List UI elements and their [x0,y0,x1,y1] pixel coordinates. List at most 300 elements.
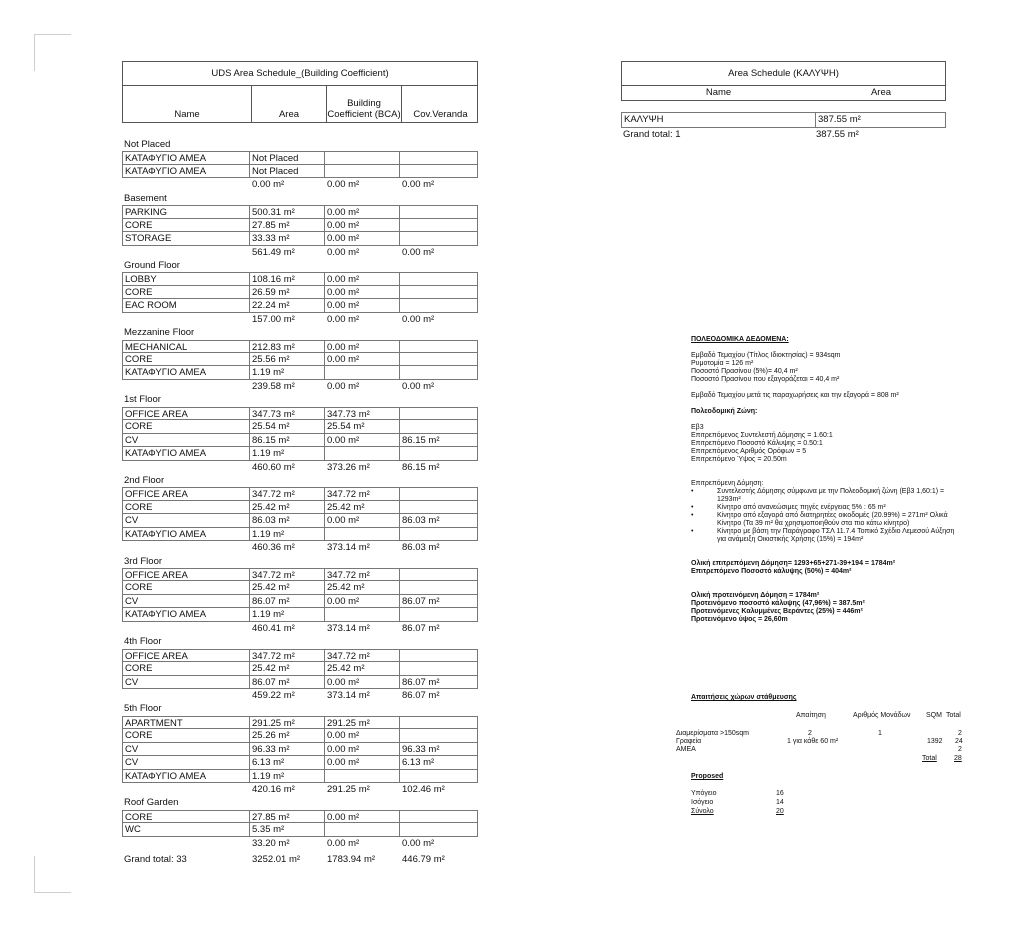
group-total-row [122,689,478,702]
cell-bca: 0.00 m² [325,514,400,527]
group-heading: Basement [124,192,167,204]
cell-area: 25.56 m² [250,353,325,366]
group-total-row [122,622,478,635]
cell-cov-veranda: 86.15 m² [400,434,478,447]
cell-area: 157.00 m² [252,313,295,325]
cell-bca: 1783.94 m² [327,854,376,866]
allowed-total-line: Επιτρεπόμενο Ποσοστό κάλυψης (50%) = 404m² [691,568,852,575]
bullet-item: • Κίνητρο από ανανεώσιμες πηγές ενέργειας 5% : 65 m² [691,504,886,511]
cell-name: OFFICE AREA [122,568,250,581]
cell-cov-veranda [400,447,478,460]
table-row [122,581,478,594]
cell-area: 212.83 m² [250,340,325,353]
cell-bca: 291.25 m² [327,784,370,795]
cell-name: CV [122,756,250,769]
table-row [122,232,478,245]
cell-area: 561.49 m² [252,246,295,258]
cell-name: CV [122,514,250,527]
cell-name: ΚΑΤΑΦΥΓΙΟ ΑΜΕΑ [122,447,250,460]
cell-name: OFFICE AREA [122,649,250,662]
cell-area: 33.20 m² [252,837,290,849]
bullet-item: • Κίνητρο με βάση την Παράγραφο ΤΣΛ 11.7.4 Τοπικό Σχέδιο Λεμεσού Αύξηση για ανάμειξη Οικιστικής Χρήσης (15%) = 194m² [691,528,955,543]
cell-area: Not Placed [250,165,325,178]
cell-name: ΚΑΤΑΦΥΓΙΟ ΑΜΕΑ [122,151,250,164]
cell-cov-veranda [400,662,478,675]
parking-row-total: 2 [958,730,962,737]
cell-name [122,541,250,554]
cell-name: ΚΑΤΑΦΥΓΙΟ ΑΜΕΑ [122,366,250,379]
cell-area: 25.54 m² [250,420,325,433]
cell-bca: 373.26 m² [327,461,370,473]
proposed-total-line: Προτεινόμενο ύψος = 26,60m [691,616,788,623]
cell-area: 500.31 m² [250,205,325,218]
cell-cov-veranda [400,716,478,729]
cell-area: 347.72 m² [250,568,325,581]
cell-bca [325,823,400,836]
zone-line: Εβ3 [691,424,704,431]
table-row [122,299,478,312]
cell-area: Not Placed [250,151,325,164]
group-heading: Mezzanine Floor [124,327,195,339]
cell-bca: 25.42 m² [325,662,400,675]
table-row [122,756,478,769]
cell-name: CV [122,434,250,447]
cell-bca: 373.14 m² [327,622,370,634]
cell-name: CV [122,676,250,689]
cell-name [122,178,250,191]
planning-notes [691,336,991,624]
cell-cov-veranda: 86.03 m² [402,542,440,554]
bullet-icon: • [691,488,694,495]
group-total-row [122,783,478,796]
parking-header-units: Αριθμός Μονάδων [853,712,911,719]
table-row [122,407,478,420]
cell-bca: 0.00 m² [325,729,400,742]
cell-cov-veranda: 86.07 m² [400,676,478,689]
cell-name: ΚΑΤΑΦΥΓΙΟ ΑΜΕΑ [122,528,250,541]
cell-name: PARKING [122,205,250,218]
cell-cov-veranda [400,353,478,366]
table-row [122,434,478,447]
cell-area: 291.25 m² [250,716,325,729]
cell-bca [325,366,400,379]
cell-name: CORE [122,286,250,299]
proposed-row-label: Σύνολο [691,808,714,815]
plot-line: Ποσοστό Πρασίνου (5%)= 40,4 m² [691,368,798,375]
parking-row-requirement: 1 για κάθε 60 m² [787,738,839,745]
cell-area: 347.73 m² [250,407,325,420]
grand-total-area: 387.55 m² [816,128,859,140]
cell-area: 27.85 m² [250,219,325,232]
cell-area: 5.35 m² [250,823,325,836]
cell-area: 347.72 m² [250,649,325,662]
cell-cov-veranda: 6.13 m² [400,756,478,769]
cell-bca: 0.00 m² [325,205,400,218]
cell-area: 86.15 m² [250,434,325,447]
cell-cov-veranda [400,272,478,285]
cell-name: CORE [122,729,250,742]
group-total-row [122,313,478,326]
cell-bca: 373.14 m² [327,542,370,554]
table-row [122,420,478,433]
cell-name [122,783,250,796]
cell-cov-veranda [400,649,478,662]
table-row [122,676,478,689]
cell-bca: 0.00 m² [327,246,360,258]
cell-bca [325,528,400,541]
crop-mark-bottom-left [34,856,71,893]
cell-name [122,622,250,635]
group-total-row [122,461,478,474]
cell-cov-veranda [400,165,478,178]
table-row [122,340,478,353]
cell-cov-veranda: 0.00 m² [402,179,435,191]
group-total-row [122,837,478,850]
cell-cov-veranda [400,299,478,312]
group-total-row [122,380,478,393]
grand-total-row [122,853,478,866]
cell-name: CORE [122,420,250,433]
proposed-heading: Proposed [691,773,724,780]
cell-area: 0.00 m² [252,179,285,191]
cell-name: WC [122,823,250,836]
cell-area: 347.72 m² [250,487,325,500]
cell-area: 25.42 m² [250,581,325,594]
cell-name: CORE [122,662,250,675]
cell-area: 1.19 m² [250,528,325,541]
parking-row-sqm: 1392 [927,738,943,745]
cell-bca: 0.00 m² [327,313,360,325]
column-header-area: Area [870,87,892,98]
cell-name [122,461,250,474]
parking-row-requirement: 2 [808,730,812,737]
cell-area: 420.16 m² [252,784,295,795]
uds-schedule-body [122,138,478,867]
group-heading: 3rd Floor [124,555,163,567]
table-row [122,286,478,299]
allowed-total-line: Ολική επιτρεπόμενη Δόμηση= 1293+65+271-39+194 = 1784m² [691,560,896,567]
cell-cov-veranda [400,219,478,232]
table-row [122,743,478,756]
cell-cov-veranda [400,407,478,420]
group-heading: Roof Garden [124,797,179,809]
cell-name: MECHANICAL [122,340,250,353]
parking-total-label: Total [922,755,937,762]
cell-area: 96.33 m² [250,743,325,756]
table-row [122,716,478,729]
cell-bca: 0.00 m² [327,179,360,191]
proposed-row-value: 20 [776,808,784,815]
table-row [122,353,478,366]
cell-area: 1.19 m² [250,770,325,783]
cell-name [122,689,250,702]
cell-area: 22.24 m² [250,299,325,312]
cell-name [122,313,250,326]
column-header-bca: Building Coefficient (BCA) [326,86,401,122]
cell-bca: 0.00 m² [327,837,360,849]
cell-cov-veranda [400,501,478,514]
table-row [122,487,478,500]
zone-line: Επιτρεπόμενο Ύψος = 20.50m [691,456,787,463]
cell-bca: 0.00 m² [325,272,400,285]
group-heading: Ground Floor [124,259,180,271]
plot-line: Εμβαδό Τεμαχίου (Τίτλος Ιδιοκτησίας) = 934sqm [691,352,841,359]
cell-name: CORE [122,810,250,823]
table-row [122,366,478,379]
column-header-name: Name [705,87,732,98]
table-row [122,528,478,541]
cell-name: EAC ROOM [122,299,250,312]
cell-area: 86.07 m² [250,676,325,689]
cell-bca: 373.14 m² [327,689,370,701]
cell-area: 108.16 m² [250,272,325,285]
cell-name: CV [122,743,250,756]
cell-bca [325,447,400,460]
uds-area-schedule [122,61,478,867]
cell-name: Grand total: 33 [124,854,187,866]
group-heading: Not Placed [124,139,171,150]
cell-area: 3252.01 m² [252,854,301,866]
cell-area: 33.33 m² [250,232,325,245]
cell-bca: 347.72 m² [325,649,400,662]
cell-bca: 347.72 m² [325,568,400,581]
group-heading: 5th Floor [124,703,162,715]
cell-area: 460.60 m² [252,461,295,473]
table-row [122,770,478,783]
group-total-row [122,178,478,191]
cell-area: 239.58 m² [252,380,295,392]
cell-name: OFFICE AREA [122,407,250,420]
plot-after-cessions: Εμβαδό Τεμαχίου μετά τις παραχωρήσεις και την εξαγορά = 808 m² [691,392,899,399]
zone-line: Επιτρεπόμενος Συντελεστή Δόμησης = 1.60:1 [691,432,833,439]
cell-name: ΚΑΛΥΨΗ [624,114,664,125]
proposed-total-line: Ολική προτεινόμενη Δόμηση = 1784m² [691,592,820,599]
cell-name: ΚΑΤΑΦΥΓΙΟ ΑΜΕΑ [122,608,250,621]
bullet-icon: • [691,504,694,511]
cell-cov-veranda [400,487,478,500]
proposed-row-value: 16 [776,790,784,797]
cell-cov-veranda: 86.03 m² [400,514,478,527]
plot-line: Ποσοστό Πρασίνου που εξαγοράζεται = 40,4 m² [691,376,840,383]
parking-row-label: ΑΜΕΑ [676,746,696,753]
cell-cov-veranda: 96.33 m² [400,743,478,756]
cell-area: 459.22 m² [252,689,295,701]
cell-cov-veranda [400,205,478,218]
bullet-icon: • [691,528,694,535]
cell-name: CORE [122,581,250,594]
proposed-row-value: 14 [776,799,784,806]
cell-area: 25.42 m² [250,662,325,675]
cell-cov-veranda [400,729,478,742]
cell-cov-veranda [400,151,478,164]
cell-cov-veranda: 0.00 m² [402,313,435,325]
table-row [122,205,478,218]
grand-total-row [621,128,946,142]
proposed-row-label: Ισόγειο [691,799,714,806]
planning-data-heading: ΠΟΛΕΟΔΟΜΙΚΑ ΔΕΔΟΜΕΝΑ: [691,336,789,343]
cell-bca: 0.00 m² [327,380,360,392]
cell-cov-veranda [400,528,478,541]
table-row [122,810,478,823]
table-row [122,151,478,164]
grand-total-label: Grand total: 1 [623,128,681,140]
table-row [122,501,478,514]
cell-cov-veranda [400,420,478,433]
cell-cov-veranda: 0.00 m² [402,246,435,258]
cell-area: 27.85 m² [250,810,325,823]
cell-cov-veranda: 86.07 m² [402,689,440,701]
table-row [122,608,478,621]
cell-cov-veranda [400,568,478,581]
cell-area: 460.36 m² [252,542,295,554]
cell-bca: 0.00 m² [325,676,400,689]
zone-line: Επιτρεπόμενο Ποσοστό Κάλυψης = 0.50:1 [691,440,823,447]
cell-bca: 291.25 m² [325,716,400,729]
column-header-name: Name [174,109,200,120]
cell-cov-veranda [400,608,478,621]
column-header-cov-veranda: Cov.Veranda [401,86,479,122]
column-header-area: Area [251,86,326,122]
crop-mark-top-left [34,34,71,71]
cell-bca: 0.00 m² [325,756,400,769]
cell-area: 1.19 m² [250,366,325,379]
parking-row-total: 24 [955,738,963,745]
cell-cov-veranda [400,340,478,353]
cell-cov-veranda [400,366,478,379]
bullet-icon: • [691,512,694,519]
table-row [122,729,478,742]
cell-name: STORAGE [122,232,250,245]
cell-name: CORE [122,219,250,232]
table-row [122,568,478,581]
cell-area: 25.26 m² [250,729,325,742]
cell-area: 1.19 m² [250,447,325,460]
cell-cov-veranda [400,810,478,823]
cell-name: CORE [122,501,250,514]
cell-bca [325,151,400,164]
table-row [122,514,478,527]
zone-line: Επιτρεπόμενος Αριθμός Ορόφων = 5 [691,448,807,455]
cell-area: 86.07 m² [250,595,325,608]
cell-bca: 0.00 m² [325,340,400,353]
parking-header-requirement: Απαίτηση [796,712,826,719]
uds-schedule-header [122,86,478,123]
cell-name: CORE [122,353,250,366]
group-heading: 4th Floor [124,636,162,648]
cell-cov-veranda: 0.00 m² [402,837,435,849]
cell-name [122,837,250,850]
proposed-row-label: Υπόγειο [691,790,717,797]
coverage-area-schedule [621,61,946,141]
parking-row-units: 1 [878,730,882,737]
cell-cov-veranda: 86.15 m² [402,461,440,473]
cell-bca: 0.00 m² [325,286,400,299]
cell-area: 460.41 m² [252,622,295,634]
cell-area: 26.59 m² [250,286,325,299]
cell-area: 25.42 m² [250,501,325,514]
parking-row-total: 2 [958,746,962,753]
cell-bca [325,165,400,178]
cell-bca: 0.00 m² [325,810,400,823]
coverage-schedule-header [621,86,946,101]
table-row [122,662,478,675]
cell-cov-veranda [400,286,478,299]
table-row [122,823,478,836]
cell-name: ΚΑΤΑΦΥΓΙΟ ΑΜΕΑ [122,770,250,783]
cell-bca: 0.00 m² [325,219,400,232]
table-row [122,595,478,608]
cell-cov-veranda: 86.07 m² [400,595,478,608]
parking-heading: Απαιτήσεις χώρων στάθμευσης [691,694,797,701]
cell-cov-veranda: 446.79 m² [402,854,445,866]
cell-area: 387.55 m² [815,113,947,127]
group-heading: 2nd Floor [124,474,165,486]
proposed-total-line: Προτεινόμενο ποσοστό κάλυψης (47,96%) = 387.5m² [691,600,865,607]
cell-bca: 0.00 m² [325,232,400,245]
cell-bca: 347.72 m² [325,487,400,500]
zone-heading: Πολεοδομική Ζώνη: [691,408,758,415]
cell-name: CV [122,595,250,608]
uds-schedule-title: UDS Area Schedule_(Building Coefficient) [122,61,478,86]
parking-header-sqm: SQM [926,712,942,719]
cell-bca: 25.54 m² [325,420,400,433]
cell-cov-veranda: 86.07 m² [402,622,440,634]
cell-bca: 347.73 m² [325,407,400,420]
cell-name [122,246,250,259]
group-total-row [122,541,478,554]
cell-name: LOBBY [122,272,250,285]
cell-bca: 0.00 m² [325,743,400,756]
group-total-row [122,246,478,259]
table-row [122,219,478,232]
table-row [122,165,478,178]
table-row [621,112,946,128]
cell-name [122,380,250,393]
cell-name: APARTMENT [122,716,250,729]
bullet-item: • Κίνητρο από εξαγορά από διατηρητέες οικοδομές (20.99%) = 271m² Ολικά Κίνητρο (Τα 39 m² θα χρησιμοποιηθούν στα πιο κάτω κίνητρο) [691,512,948,527]
parking-row-label: Διαμερίσματα >150sqm [676,730,750,737]
cell-bca: 25.42 m² [325,581,400,594]
allowed-building-heading: Επιτρεπόμενη Δόμηση: [691,480,764,487]
coverage-schedule-title: Area Schedule (ΚΑΛΥΨΗ) [621,61,946,86]
cell-bca: 0.00 m² [325,434,400,447]
parking-header-total: Total [946,712,961,719]
cell-bca: 0.00 m² [325,299,400,312]
cell-area: 1.19 m² [250,608,325,621]
parking-total-value: 28 [954,755,962,762]
proposed-total-line: Προτεινόμενες Καλυμμένες Βεράντες (25%) = 446m² [691,608,863,615]
cell-cov-veranda [400,823,478,836]
parking-row-label: Γραφεία [676,738,702,745]
cell-cov-veranda [400,770,478,783]
cell-bca: 25.42 m² [325,501,400,514]
cell-cov-veranda [400,232,478,245]
cell-bca [325,608,400,621]
cell-name: OFFICE AREA [122,487,250,500]
cell-area: 86.03 m² [250,514,325,527]
cell-cov-veranda: 102.46 m² [402,784,445,795]
table-row [122,447,478,460]
cell-bca: 0.00 m² [325,353,400,366]
bullet-item: • Συντελεστής Δόμησης σύμφωνα με την Πολεοδομική ζώνη (Εβ3 1,60:1) = 1293m² [691,488,945,503]
cell-name: ΚΑΤΑΦΥΓΙΟ ΑΜΕΑ [122,165,250,178]
cell-bca: 0.00 m² [325,595,400,608]
cell-area: 6.13 m² [250,756,325,769]
table-row [122,649,478,662]
group-heading: 1st Floor [124,394,161,406]
cell-bca [325,770,400,783]
table-row [122,272,478,285]
